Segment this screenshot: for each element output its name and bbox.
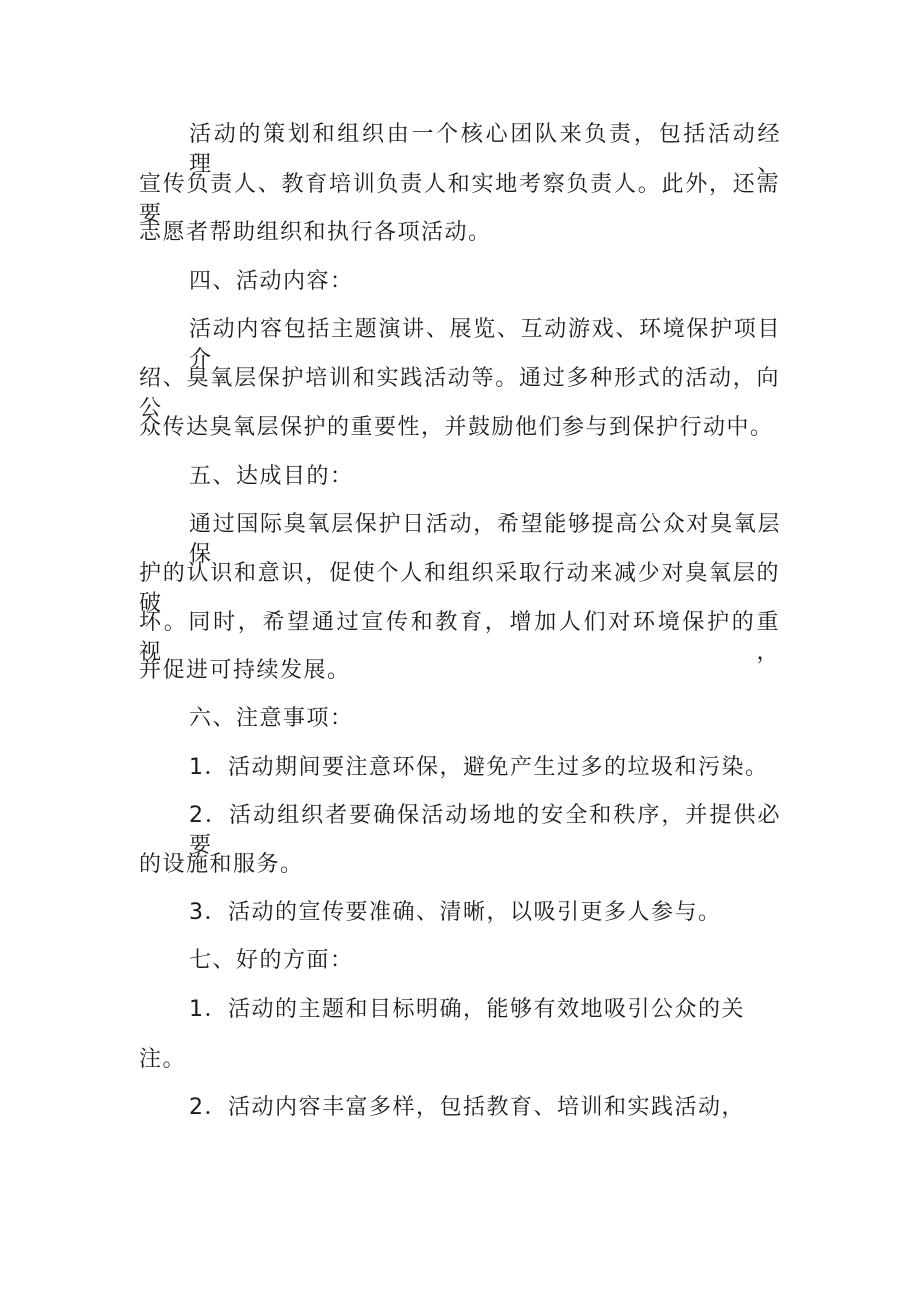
list-item: 1．活动的主题和目标明确，能够有效地吸引公众的关 xyxy=(189,997,745,1022)
paragraph-line: 护的认识和意识，促使个人和组织采取行动来减少对臭氧层的破 xyxy=(139,561,780,616)
paragraph-line: 并促进可持续发展。 xyxy=(139,658,351,683)
paragraph-line: 活动的策划和组织由一个核心团队来负责，包括活动经理、 xyxy=(189,122,781,177)
section-heading: 五、达成目的： xyxy=(189,464,354,489)
list-item: 1．活动期间要注意环保，避免产生过多的垃圾和污染。 xyxy=(189,755,769,780)
paragraph-line: 坏。同时，希望通过宣传和教育，增加人们对环境保护的重视， xyxy=(139,610,780,665)
paragraph-line: 宣传负责人、教育培训负责人和实地考察负责人。此外，还需要 xyxy=(139,172,780,227)
paragraph-line: 众传达臭氧层保护的重要性，并鼓励他们参与到保护行动中。 xyxy=(139,415,774,440)
section-heading: 四、活动内容： xyxy=(189,269,354,294)
list-item: 3．活动的宣传要准确、清晰，以吸引更多人参与。 xyxy=(189,900,722,925)
paragraph-line: 活动内容包括主题演讲、展览、互动游戏、环境保护项目介 xyxy=(189,317,781,372)
list-item-continuation: 的设施和服务。 xyxy=(139,852,304,877)
list-item: 2．活动内容丰富多样，包括教育、培训和实践活动， xyxy=(189,1095,745,1120)
list-item-continuation: 注。 xyxy=(139,1047,187,1072)
section-heading: 七、好的方面： xyxy=(189,948,354,973)
section-heading: 六、注意事项： xyxy=(189,706,354,731)
paragraph-line: 通过国际臭氧层保护日活动，希望能够提高公众对臭氧层保 xyxy=(189,512,781,567)
list-item: 2．活动组织者要确保活动场地的安全和秩序，并提供必要 xyxy=(189,803,781,858)
paragraph-line: 志愿者帮助组织和执行各项活动。 xyxy=(139,220,492,245)
paragraph-line: 绍、臭氧层保护培训和实践活动等。通过多种形式的活动，向公 xyxy=(139,366,780,421)
